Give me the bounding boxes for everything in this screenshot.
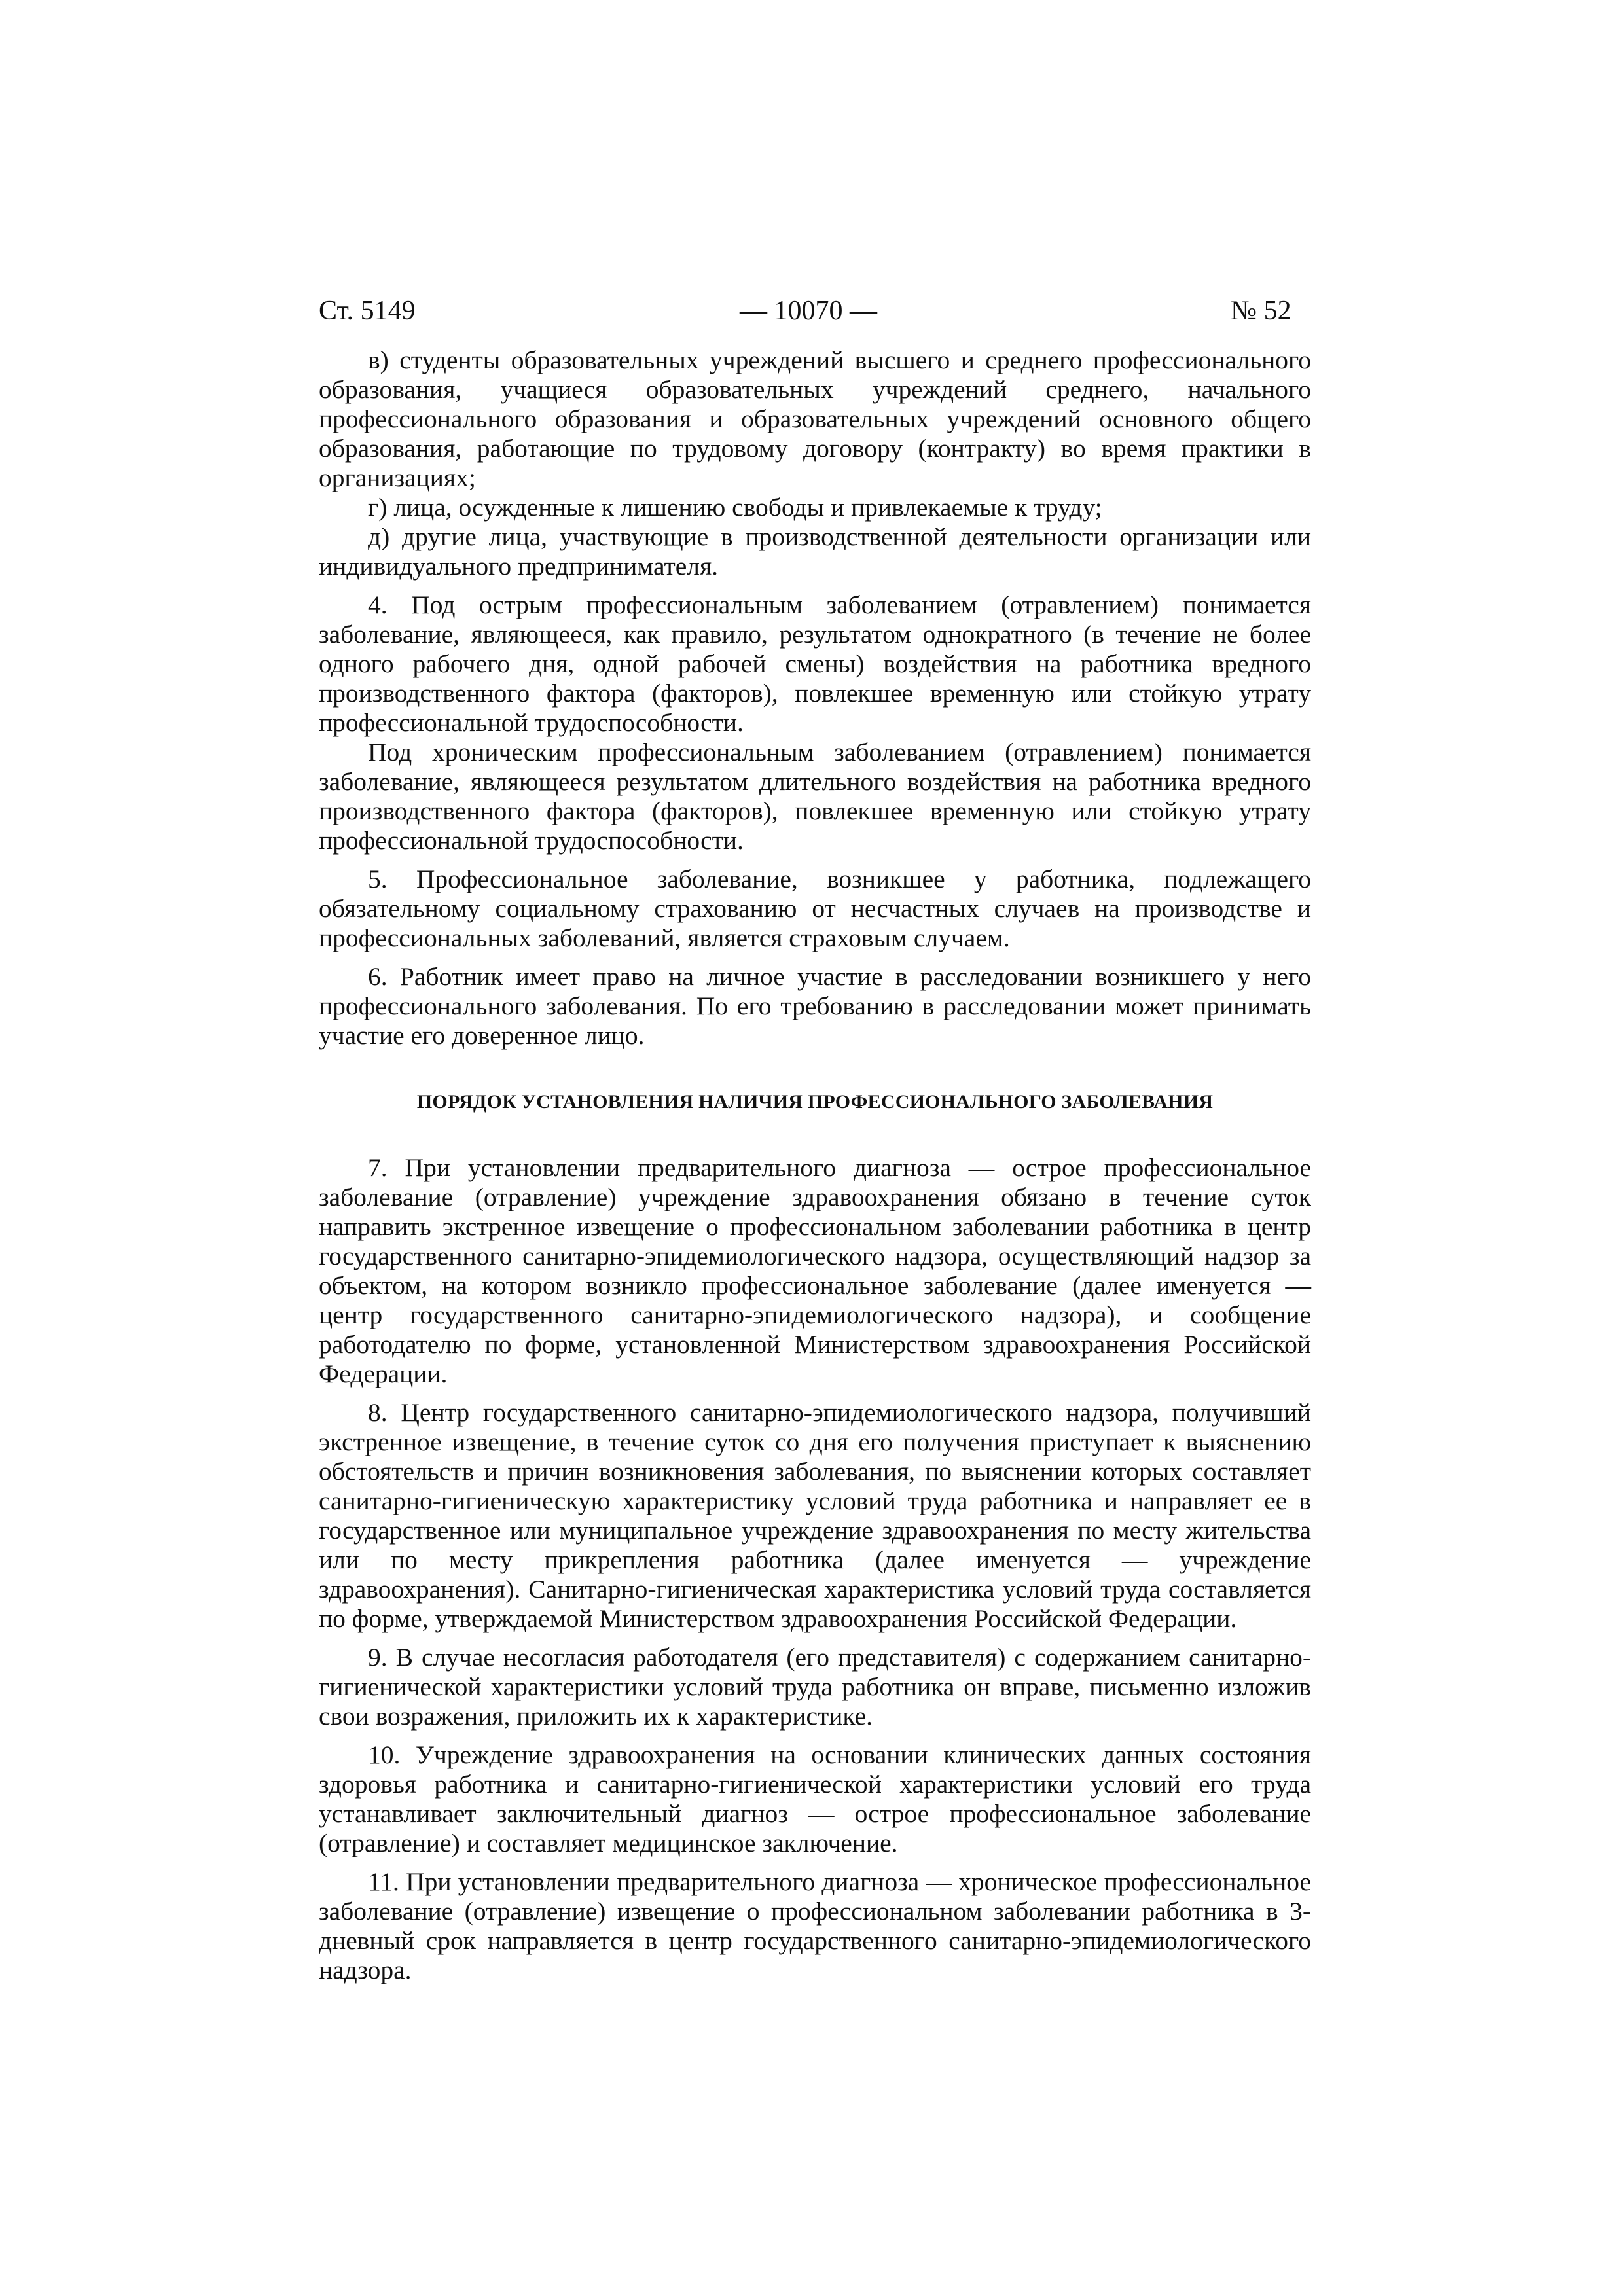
paragraph-v: в) студенты образовательных учреждений высшего и среднего профессионального образования, учащиеся образовательных учреждений среднего, начального профессионального образования и образовательных учреждений основного общего образования, работающие по трудовому договору (контракту) во время практики в организациях; (319, 346, 1311, 492)
paragraph-6: 6. Работник имеет право на личное участие в расследовании возникшего у него профессионального заболевания. По его требованию в расследовании может принимать участие его доверенное лицо. (319, 962, 1311, 1050)
paragraph-8: 8. Центр государственного санитарно-эпидемиологического надзора, получивший экстренное извещение, в течение суток со дня его получения приступает к выяснению обстоятельств и причин возникновения заболевания, по выяснении которых составляет санитарно-гигиеническую характеристику условий труда работника и направляет ее в государственное или муниципальное учреждение здравоохранения по месту жительства или по месту прикрепления работника (далее именуется — учреждение здравоохранения). Санитарно-гигиеническая характеристика условий труда составляется по форме, утверждаемой Министерством здравоохранения Российской Федерации. (319, 1398, 1311, 1633)
paragraph-5: 5. Профессиональное заболевание, возникшее у работника, подлежащего обязательному социальному страхованию от несчастных случаев на производстве и профессиональных заболеваний, является страховым случаем. (319, 865, 1311, 952)
paragraph-g: г) лица, осужденные к лишению свободы и привлекаемые к труду; (368, 493, 1102, 522)
document-body (319, 346, 1311, 1985)
paragraph-4: 4. Под острым профессиональным заболеванием (отравлением) понимается заболевание, являющееся, как правило, результатом однократного (в течение не более одного рабочего дня, одной рабочей смены) воздействия на работника вредного производственного фактора (факторов), повлекшее временную или стойкую утрату профессиональной трудоспособности. (319, 590, 1311, 737)
page-number: — 10070 — (740, 296, 877, 326)
page-reference: Ст. 5149 (319, 296, 416, 326)
paragraph-10: 10. Учреждение здравоохранения на основании клинических данных состояния здоровья работника и санитарно-гигиенической характеристики условий его труда устанавливает заключительный диагноз — острое профессиональное заболевание (отравление) и составляет медицинское заключение. (319, 1740, 1311, 1857)
issue-number: № 52 (1231, 296, 1291, 326)
paragraph-d: д) другие лица, участвующие в производственной деятельности организации или индивидуального предпринимателя. (319, 522, 1311, 581)
paragraph-11: 11. При установлении предварительного диагноза — хроническое профессиональное заболевание (отравление) извещение о профессиональном заболевании работника в 3-дневный срок направляется в центр государственного санитарно-эпидемиологического надзора. (319, 1867, 1311, 1984)
paragraph-7: 7. При установлении предварительного диагноза — острое профессиональное заболевание (отравление) учреждение здравоохранения обязано в течение суток направить экстренное извещение о профессиональном заболевании работника в центр государственного санитарно-эпидемиологического надзора, осуществляющий надзор за объектом, на котором возникло профессиональное заболевание (далее именуется — центр государственного санитарно-эпидемиологического надзора), и сообщение работодателю по форме, установленной Министерством здравоохранения Российской Федерации. (319, 1153, 1311, 1388)
paragraph-4-chronic: Под хроническим профессиональным заболеванием (отравлением) понимается заболевание, являющееся результатом длительного воздействия на работника вредного производственного фактора (факторов), повлекшее временную или стойкую утрату профессиональной трудоспособности. (319, 738, 1311, 855)
section-heading: ПОРЯДОК УСТАНОВЛЕНИЯ НАЛИЧИЯ ПРОФЕССИОНАЛЬНОГО ЗАБОЛЕВАНИЯ (416, 1091, 1214, 1113)
paragraph-9: 9. В случае несогласия работодателя (его представителя) с содержанием санитарно-гигиенической характеристики условий труда работника он вправе, письменно изложив свои возражения, приложить их к характеристике. (319, 1643, 1311, 1731)
